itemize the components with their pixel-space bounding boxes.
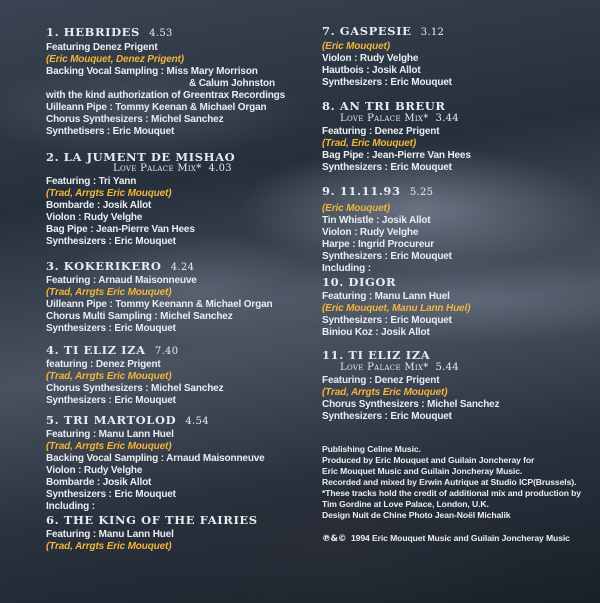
credit-line: Synthesizers : Eric Mouquet (322, 162, 452, 173)
track-time: 4.24 (170, 262, 195, 273)
track-title: 3. KOKERIKERO 4.24 (46, 259, 195, 273)
credit-line: Tin Whistle : Josik Allot (322, 215, 431, 226)
credit-line: Synthesizers : Eric Mouquet (46, 236, 176, 247)
credit-line: Including : (46, 501, 95, 512)
writer-line: (Trad, Arrgts Eric Mouquet) (46, 371, 172, 382)
credit-line: Featuring Denez Prigent (46, 42, 158, 53)
track-time: 4.53 (149, 28, 173, 39)
credit-line: Synthesizers : Eric Mouquet (322, 251, 452, 262)
production-credit-line: Tim Gordine at Love Palace, London, U.K. (322, 499, 489, 509)
credit-line: Uilleann Pipe : Tommy Keenann & Michael Organ (46, 299, 273, 310)
credit-line: Featuring : Denez Prigent (322, 375, 440, 386)
credit-line: Synthesizers : Eric Mouquet (322, 77, 452, 88)
track-time: 3.12 (420, 27, 445, 38)
credit-line: Synthesizers : Eric Mouquet (46, 323, 176, 334)
production-credit-line: *These tracks hold the credit of additional mix and production by (322, 488, 581, 498)
credit-line: with the kind authorization of Greentrax Recordings (46, 90, 286, 101)
writer-line: (Trad, Arrgts Eric Mouquet) (46, 287, 172, 298)
credit-line: Violon : Rudy Velghe (46, 212, 143, 223)
track-time: 5.25 (409, 187, 434, 198)
writer-line: (Eric Mouquet, Denez Prigent) (46, 54, 184, 65)
credit-line: Featuring : Tri Yann (46, 176, 137, 187)
track-time: 3.44 (435, 113, 459, 124)
track-time: 5.44 (435, 362, 459, 373)
credit-line: Violon : Rudy Velghe (46, 465, 143, 476)
writer-line: (Trad, Arrgts Eric Mouquet) (322, 387, 448, 398)
credit-line: Chorus Synthesizers : Michel Sanchez (46, 383, 224, 394)
writer-line: (Trad, Arrgts Eric Mouquet) (46, 188, 172, 199)
credit-line: Violon : Rudy Velghe (322, 227, 419, 238)
production-credit-line: Publishing Celine Music. (322, 444, 421, 454)
track-title: 1. HEBRIDES 4.53 (46, 25, 173, 39)
track-time: 7.40 (154, 346, 179, 357)
track-title: 2. LA JUMENT DE MISHAO (46, 150, 236, 164)
credit-line: Synthesizers : Eric Mouquet (322, 411, 452, 422)
credit-line: Chorus Synthesizers : Michel Sanchez (322, 399, 500, 410)
credit-line: Biniou Koz : Josik Allot (322, 327, 430, 338)
credit-line: Including : (322, 263, 371, 274)
credit-line: Featuring : Manu Lann Huel (46, 429, 174, 440)
credit-line: Synthesizers : Eric Mouquet (46, 489, 176, 500)
track-time: 4.03 (208, 163, 232, 174)
credit-line: Featuring : Denez Prigent (322, 126, 440, 137)
credit-line: Bombarde : Josik Allot (46, 477, 152, 488)
track-title: 6. THE KING OF THE FAIRIES (46, 513, 258, 527)
track-time: 4.54 (185, 416, 209, 427)
writer-line: (Trad, Arrgts Eric Mouquet) (46, 441, 172, 452)
credit-line: Featuring : Arnaud Maisonneuve (46, 275, 197, 286)
writer-line: (Eric Mouquet, Manu Lann Huel) (322, 303, 471, 314)
credit-line: Bag Pipe : Jean-Pierre Van Hees (46, 224, 195, 235)
copyright-symbols: ℗&© (322, 534, 347, 544)
track-title: 9. 11.11.93 5.25 (322, 184, 434, 198)
production-credit-line: Design Nuit de Chine Photo Jean-Noël Michalik (322, 510, 511, 520)
track-title: 10. DIGOR (322, 275, 397, 289)
credit-line: Synthetisers : Eric Mouquet (46, 126, 175, 137)
credit-line: featuring : Denez Prigent (46, 359, 161, 370)
production-credit-line: Eric Mouquet Music and Guilain Joncheray Music. (322, 466, 523, 476)
copyright-line (322, 533, 570, 545)
track-title: 7. GASPESIE 3.12 (322, 24, 445, 38)
track-subtitle: Love Palace Mix* 4.03 (113, 163, 232, 174)
credit-line: Synthesizers : Eric Mouquet (46, 395, 176, 406)
track-subtitle: Love Palace Mix* 5.44 (340, 362, 459, 373)
credit-line: Bombarde : Josik Allot (46, 200, 152, 211)
track-subtitle: Love Palace Mix* 3.44 (340, 113, 459, 124)
credit-line: Hautbois : Josik Allot (322, 65, 421, 76)
credit-line: Backing Vocal Sampling : Miss Mary Morrison (46, 66, 258, 77)
writer-line: (Trad, Arrgts Eric Mouquet) (46, 541, 172, 552)
writer-line: (Eric Mouquet) (322, 41, 390, 52)
track-title: 5. TRI MARTOLOD 4.54 (46, 413, 209, 427)
writer-line: (Eric Mouquet) (322, 203, 390, 214)
production-credit-line: Produced by Eric Mouquet and Guilain Joncheray for (322, 455, 535, 465)
credit-line: Uilleann Pipe : Tommy Keenan & Michael Organ (46, 102, 267, 113)
track-title: 8. AN TRI BREUR (322, 99, 446, 113)
track-title: 11. TI ELIZ IZA (322, 348, 431, 362)
credit-line: Featuring : Manu Lann Huel (322, 291, 450, 302)
credit-line: Harpe : Ingrid Procureur (322, 239, 434, 250)
writer-line: (Trad, Eric Mouquet) (322, 138, 417, 149)
credit-line: & Calum Johnston (189, 78, 275, 89)
credit-line: Bag Pipe : Jean-Pierre Van Hees (322, 150, 471, 161)
credit-line: Featuring : Manu Lann Huel (46, 529, 174, 540)
credit-line: Chorus Synthesizers : Michel Sanchez (46, 114, 224, 125)
credit-line: Synthesizers : Eric Mouquet (322, 315, 452, 326)
track-title: 4. TI ELIZ IZA 7.40 (46, 343, 179, 357)
credit-line: Backing Vocal Sampling : Arnaud Maisonneuve (46, 453, 265, 464)
copyright-text: 1994 Eric Mouquet Music and Guilain Joncheray Music (350, 533, 570, 543)
credit-line: Violon : Rudy Velghe (322, 53, 419, 64)
production-credit-line: Recorded and mixed by Erwin Autrique at Studio ICP(Brussels). (322, 477, 577, 487)
credit-line: Chorus Multi Sampling : Michel Sanchez (46, 311, 233, 322)
